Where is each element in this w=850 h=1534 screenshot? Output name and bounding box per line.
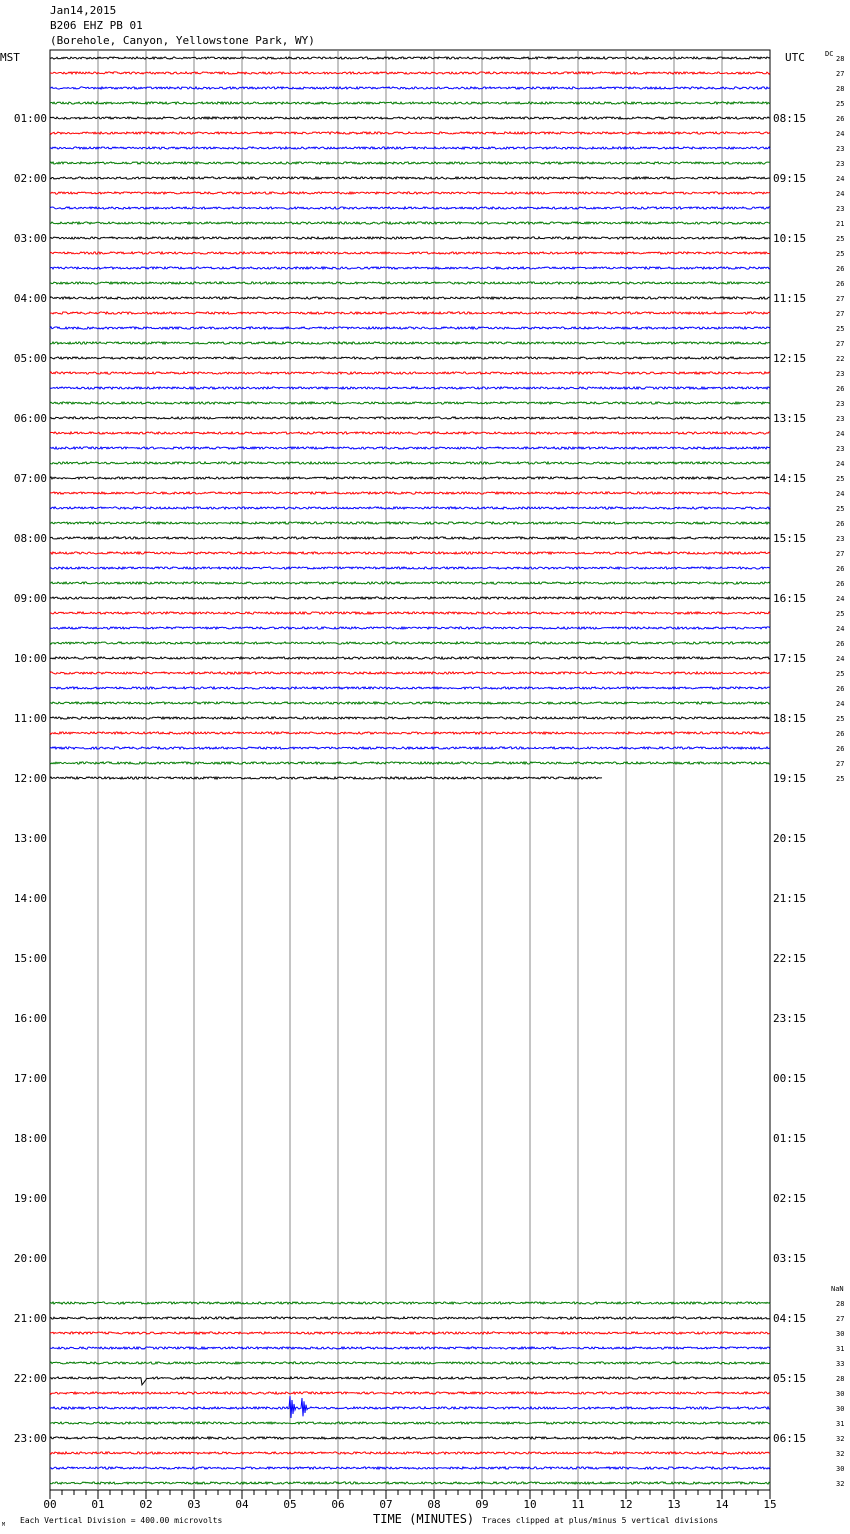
dc-offset-value: 25: [836, 100, 845, 108]
utc-hour-label: 10:15: [773, 232, 807, 245]
seismic-trace: [50, 237, 770, 239]
x-tick-label: 13: [667, 1498, 681, 1511]
seismic-trace: [50, 432, 770, 434]
seismic-trace: [50, 72, 770, 74]
seismic-trace: [50, 357, 770, 359]
mst-hour-label: 07:00: [13, 472, 47, 485]
dc-offset-value: 31: [836, 1420, 845, 1428]
utc-hour-label: 21:15: [773, 892, 807, 905]
x-axis-label: TIME (MINUTES): [373, 1512, 475, 1526]
seismic-trace: [50, 87, 770, 89]
x-tick-label: 12: [619, 1498, 633, 1511]
utc-hour-label: 00:15: [773, 1072, 807, 1085]
seismic-trace: [50, 102, 770, 104]
seismic-trace: [50, 567, 770, 569]
mst-hour-label: 21:00: [13, 1312, 47, 1325]
dc-offset-value: 23: [836, 205, 845, 213]
utc-hour-label: 01:15: [773, 1132, 807, 1145]
seismic-trace: [50, 282, 770, 284]
x-tick-label: 07: [379, 1498, 393, 1511]
dc-offset-value: 26: [836, 745, 845, 753]
seismic-trace: [50, 372, 770, 374]
dc-offset-value: 28: [836, 55, 845, 63]
utc-hour-label: 15:15: [773, 532, 807, 545]
seismic-trace: [50, 1392, 770, 1394]
seismic-trace: [50, 672, 770, 674]
dc-offset-value: 24: [836, 595, 845, 603]
clip-note: Traces clipped at plus/minus 5 vertical divisions: [482, 1516, 719, 1525]
seismic-trace: [50, 207, 770, 209]
x-tick-label: 14: [715, 1498, 729, 1511]
mst-hour-label: 08:00: [13, 532, 47, 545]
dc-offset-value: 24: [836, 430, 845, 438]
seismic-trace: [50, 417, 770, 419]
mst-hour-label: 13:00: [13, 832, 47, 845]
seismic-trace: [50, 1482, 770, 1484]
seismic-trace: [50, 762, 770, 764]
plot-grid: [50, 50, 770, 1490]
mst-hour-label: 18:00: [13, 1132, 47, 1145]
dc-offset-value: 26: [836, 685, 845, 693]
seismic-trace: [50, 492, 770, 494]
seismic-trace: [50, 657, 770, 659]
seismic-trace: [50, 612, 770, 614]
nan-header-label: NaN: [831, 1285, 844, 1293]
dc-offset-value: 24: [836, 490, 845, 498]
dc-offset-value: 26: [836, 115, 845, 123]
utc-hour-label: 12:15: [773, 352, 807, 365]
seismic-trace: [50, 267, 770, 269]
dc-offset-value: 30: [836, 1465, 845, 1473]
seismic-trace: [50, 387, 770, 389]
dc-offset-value: 27: [836, 70, 845, 78]
seismic-trace: [50, 342, 770, 344]
seismic-trace: [50, 1377, 770, 1385]
dc-offset-value: 27: [836, 310, 845, 318]
mst-hour-label: 06:00: [13, 412, 47, 425]
seismic-trace: [50, 252, 770, 254]
mst-hour-label: 11:00: [13, 712, 47, 725]
x-tick-label: 00: [43, 1498, 57, 1511]
seismic-trace: [50, 312, 770, 314]
dc-offset-value: 22: [836, 355, 845, 363]
mst-hour-label: 19:00: [13, 1192, 47, 1205]
dc-offset-value: 25: [836, 475, 845, 483]
utc-hour-label: 14:15: [773, 472, 807, 485]
dc-offset-value: 26: [836, 580, 845, 588]
dc-offset-value: 30: [836, 1330, 845, 1338]
utc-hour-label: 23:15: [773, 1012, 807, 1025]
mst-hour-label: 12:00: [13, 772, 47, 785]
dc-offset-value: 23: [836, 145, 845, 153]
dc-offset-value: 25: [836, 250, 845, 258]
dc-offset-value: 24: [836, 625, 845, 633]
utc-hour-label: 16:15: [773, 592, 807, 605]
utc-hour-label: 22:15: [773, 952, 807, 965]
dc-offset-value: 33: [836, 1360, 845, 1368]
seismic-trace: [50, 627, 770, 629]
seismic-trace: [50, 162, 770, 164]
dc-offset-value: 25: [836, 235, 845, 243]
dc-offset-value: 24: [836, 175, 845, 183]
right-timezone-label: UTC: [785, 51, 805, 64]
dc-offset-value: 25: [836, 325, 845, 333]
x-axis: [43, 1490, 776, 1511]
dc-offset-value: 32: [836, 1450, 845, 1458]
seismic-trace: [50, 477, 770, 479]
plot-frame: [50, 50, 770, 1490]
seismic-trace: [50, 702, 770, 704]
utc-hour-label: 13:15: [773, 412, 807, 425]
x-tick-label: 15: [763, 1498, 777, 1511]
seismic-trace: [50, 177, 770, 179]
mst-hour-label: 20:00: [13, 1252, 47, 1265]
dc-offset-value: 28: [836, 1300, 845, 1308]
dc-offset-value: 26: [836, 265, 845, 273]
seismic-trace: [50, 1332, 770, 1334]
left-timezone-label: MST: [0, 51, 20, 64]
chart-title: B206 EHZ PB 01: [50, 19, 143, 32]
seismic-trace: [50, 1302, 770, 1304]
seismic-trace: [50, 732, 770, 734]
utc-hour-label: 18:15: [773, 712, 807, 725]
seismic-trace: [50, 57, 770, 59]
mst-hour-label: 17:00: [13, 1072, 47, 1085]
seismic-trace: [50, 327, 770, 329]
utc-hour-label: 05:15: [773, 1372, 807, 1385]
utc-hour-label: 03:15: [773, 1252, 807, 1265]
dc-offset-value: 27: [836, 550, 845, 558]
x-tick-label: 08: [427, 1498, 441, 1511]
seismic-trace: [50, 777, 602, 779]
x-tick-label: 10: [523, 1498, 537, 1511]
seismic-trace: [50, 1396, 770, 1418]
dc-offset-value: 21: [836, 220, 845, 228]
x-tick-label: 09: [475, 1498, 489, 1511]
dc-offset-value: 23: [836, 445, 845, 453]
dc-offset-value: 25: [836, 775, 845, 783]
dc-offset-value: 24: [836, 655, 845, 663]
seismic-trace: [50, 747, 770, 749]
seismic-trace: [50, 582, 770, 584]
seismic-trace: [50, 132, 770, 134]
x-tick-label: 11: [571, 1498, 585, 1511]
dc-offset-value: 26: [836, 640, 845, 648]
dc-offset-value: 23: [836, 160, 845, 168]
dc-offset-value: 31: [836, 1345, 845, 1353]
dc-header-label: DC: [825, 50, 834, 58]
mst-hour-labels: [14, 112, 47, 1445]
x-tick-label: 03: [187, 1498, 201, 1511]
utc-hour-label: 08:15: [773, 112, 807, 125]
x-tick-label: 06: [331, 1498, 345, 1511]
mst-hour-label: 05:00: [13, 352, 47, 365]
dc-offset-value: 23: [836, 400, 845, 408]
dc-offset-value: 23: [836, 370, 845, 378]
seismic-trace: [50, 147, 770, 149]
chart-subtitle: (Borehole, Canyon, Yellowstone Park, WY): [50, 34, 315, 47]
dc-offset-labels: [836, 55, 844, 1488]
dc-offset-value: 30: [836, 1405, 845, 1413]
dc-offset-value: 27: [836, 295, 845, 303]
dc-offset-value: 25: [836, 715, 845, 723]
chart-date: Jan14,2015: [50, 4, 117, 17]
dc-offset-value: 27: [836, 760, 845, 768]
seismic-trace: [50, 1362, 770, 1364]
mst-hour-label: 10:00: [13, 652, 47, 665]
seismic-trace: [50, 1437, 770, 1439]
utc-hour-label: 09:15: [773, 172, 807, 185]
seismic-trace: [50, 1467, 770, 1469]
dc-offset-value: 26: [836, 565, 845, 573]
mst-hour-label: 14:00: [13, 892, 47, 905]
utc-hour-label: 17:15: [773, 652, 807, 665]
mst-hour-label: 22:00: [13, 1372, 47, 1385]
dc-offset-value: 26: [836, 520, 845, 528]
seismic-trace: [50, 462, 770, 464]
dc-offset-value: 26: [836, 385, 845, 393]
seismic-trace: [50, 717, 770, 719]
seismic-trace: [50, 1317, 770, 1319]
x-tick-label: 02: [139, 1498, 153, 1511]
dc-offset-value: 27: [836, 340, 845, 348]
mst-hour-label: 16:00: [13, 1012, 47, 1025]
seismic-trace: [50, 642, 770, 644]
seismic-trace: [50, 597, 770, 599]
seismic-trace: [50, 537, 770, 539]
mst-hour-label: 15:00: [13, 952, 47, 965]
mst-hour-label: 04:00: [13, 292, 47, 305]
mst-hour-label: 02:00: [13, 172, 47, 185]
dc-offset-value: 24: [836, 130, 845, 138]
utc-hour-label: 19:15: [773, 772, 807, 785]
seismic-trace: [50, 117, 770, 119]
seismic-trace: [50, 1422, 770, 1424]
utc-hour-label: 06:15: [773, 1432, 807, 1445]
dc-offset-value: 25: [836, 505, 845, 513]
utc-hour-label: 20:15: [773, 832, 807, 845]
dc-offset-value: 24: [836, 460, 845, 468]
utc-hour-label: 02:15: [773, 1192, 807, 1205]
seismic-trace: [50, 1452, 770, 1454]
dc-offset-value: 26: [836, 280, 845, 288]
seismic-trace: [50, 1347, 770, 1349]
seismic-trace: [50, 552, 770, 554]
x-tick-label: 01: [91, 1498, 105, 1511]
mst-hour-label: 23:00: [13, 1432, 47, 1445]
x-tick-label: 04: [235, 1498, 249, 1511]
trace-group: [50, 57, 770, 1484]
seismic-trace: [50, 507, 770, 509]
seismic-trace: [50, 222, 770, 224]
seismic-trace: [50, 522, 770, 524]
seismic-trace: [50, 297, 770, 299]
dc-offset-value: 30: [836, 1390, 845, 1398]
seismic-trace: [50, 687, 770, 689]
utc-hour-labels: [773, 112, 806, 1445]
x-tick-label: 05: [283, 1498, 297, 1511]
mst-hour-label: 01:00: [13, 112, 47, 125]
seismic-trace: [50, 447, 770, 449]
mst-hour-label: 09:00: [13, 592, 47, 605]
dc-offset-value: 25: [836, 670, 845, 678]
dc-offset-value: 23: [836, 415, 845, 423]
dc-offset-value: 23: [836, 535, 845, 543]
utc-hour-label: 11:15: [773, 292, 807, 305]
seismic-trace: [50, 192, 770, 194]
dc-offset-value: 27: [836, 1315, 845, 1323]
seismic-trace: [50, 402, 770, 404]
corner-mark: M: [2, 1522, 6, 1528]
dc-offset-value: 24: [836, 190, 845, 198]
dc-offset-value: 32: [836, 1435, 845, 1443]
dc-offset-value: 28: [836, 85, 845, 93]
dc-offset-value: 24: [836, 700, 845, 708]
dc-offset-value: 32: [836, 1480, 845, 1488]
mst-hour-label: 03:00: [13, 232, 47, 245]
dc-offset-value: 25: [836, 610, 845, 618]
dc-offset-value: 28: [836, 1375, 845, 1383]
dc-offset-value: 26: [836, 730, 845, 738]
scale-note: Each Vertical Division = 400.00 microvolts: [20, 1516, 223, 1525]
utc-hour-label: 04:15: [773, 1312, 807, 1325]
